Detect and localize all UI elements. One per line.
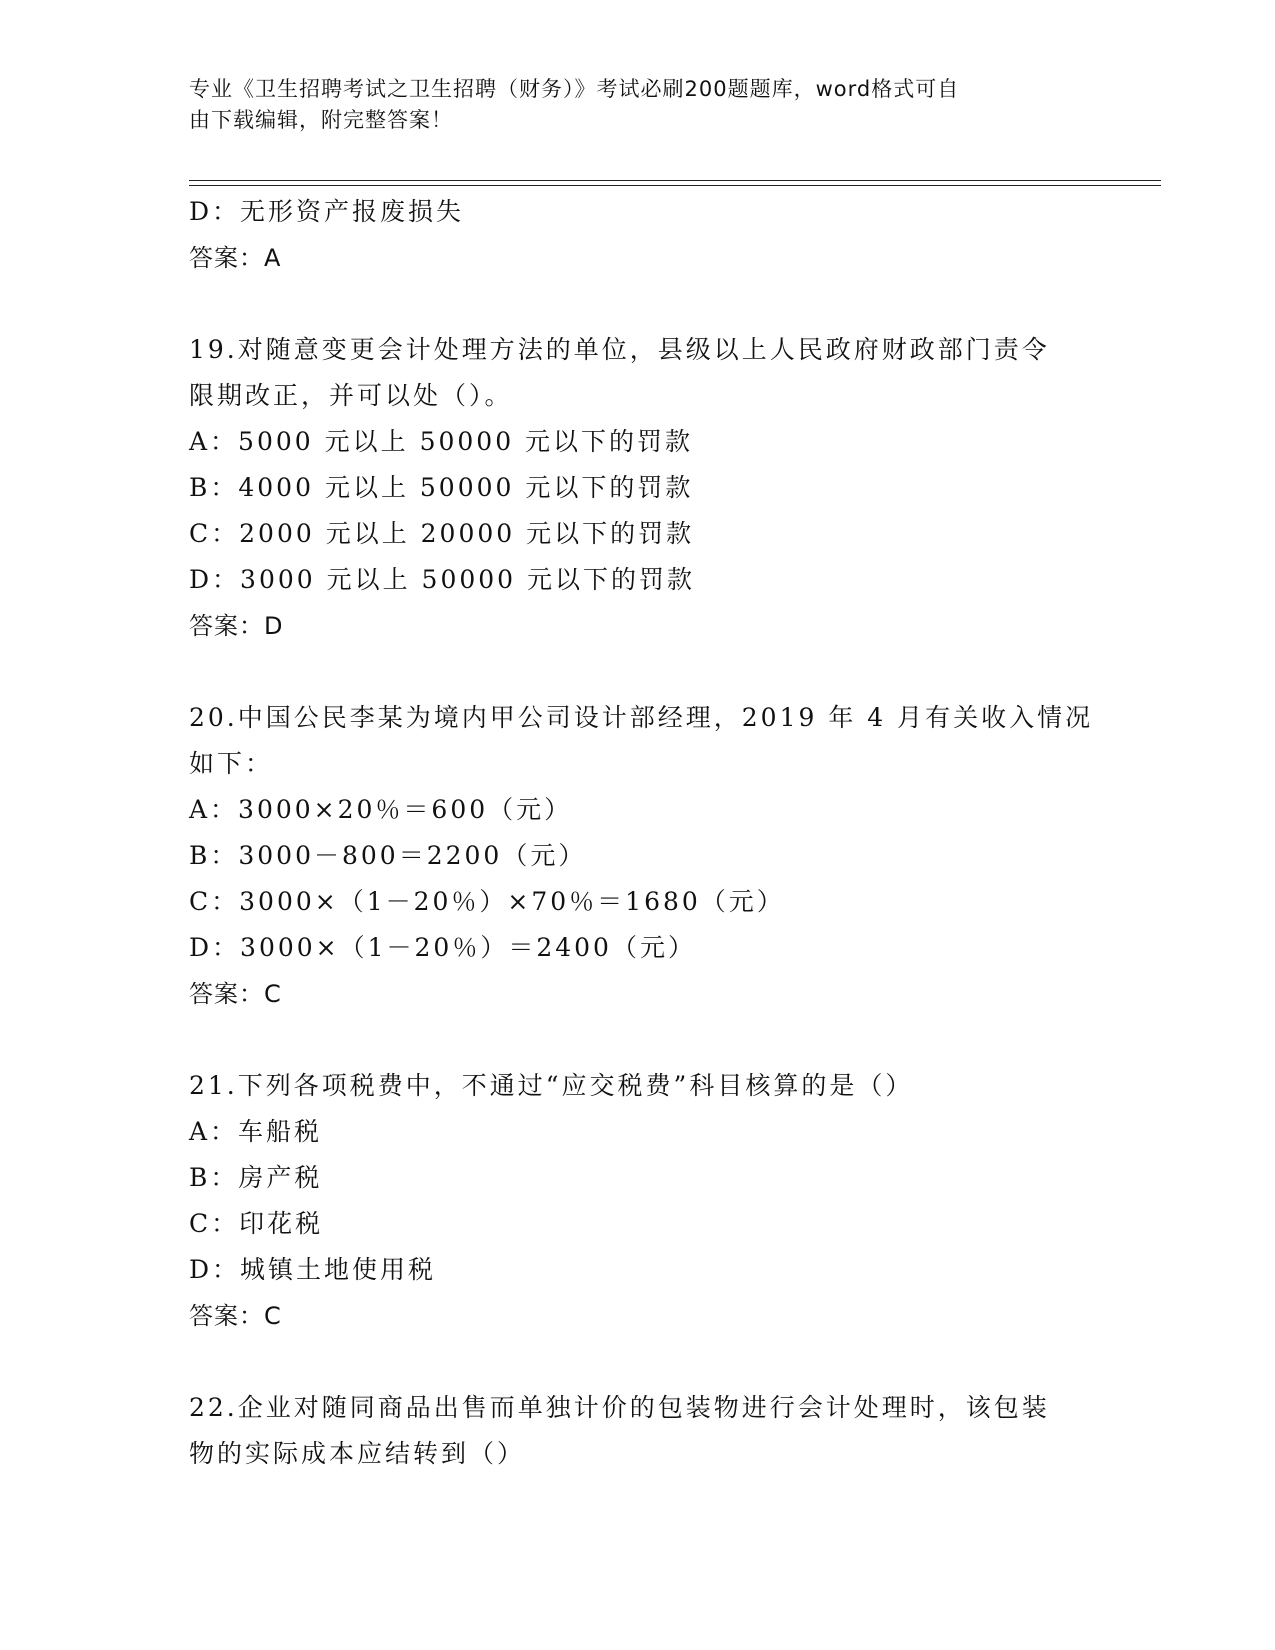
spacer <box>189 1017 1109 1063</box>
header-divider-bottom <box>189 185 1161 186</box>
option-d: D：城镇土地使用税 <box>189 1255 437 1284</box>
option-b: B：4000 元以上 50000 元以下的罚款 <box>189 473 694 502</box>
header-line-1: 专业《卫生招聘考试之卫生招聘（财务）》考试必刷200题题库，word格式可自 <box>189 77 960 101</box>
spacer <box>189 1339 1109 1385</box>
option-d: D：3000×（1－20％）＝2400（元） <box>189 933 696 962</box>
question-stem-continued: 物的实际成本应结转到（） <box>189 1439 526 1468</box>
header-line-2: 由下载编辑，附完整答案！ <box>189 108 453 132</box>
question-stem: 20.中国公民李某为境内甲公司设计部经理，2019 年 4 月有关收入情况 <box>189 703 1094 732</box>
question-21 <box>189 1063 1109 1339</box>
option-a: A：5000 元以上 50000 元以下的罚款 <box>189 427 694 456</box>
document-header <box>189 74 1089 136</box>
option-c: C：印花税 <box>189 1209 324 1238</box>
question-stem-continued: 限期改正，并可以处（）。 <box>189 381 513 410</box>
answer: 答案：C <box>189 980 282 1008</box>
option-d: D：无形资产报废损失 <box>189 197 465 226</box>
question-stem-continued: 如下： <box>189 749 274 778</box>
header-divider-top <box>189 180 1161 181</box>
document-body <box>189 189 1109 1477</box>
question-stem: 22.企业对随同商品出售而单独计价的包装物进行会计处理时，该包装 <box>189 1393 1050 1422</box>
option-b: B：3000－800＝2200（元） <box>189 841 587 870</box>
question-19 <box>189 327 1109 649</box>
answer: 答案：C <box>189 1302 282 1330</box>
answer: 答案：D <box>189 612 284 640</box>
spacer <box>189 649 1109 695</box>
option-c: C：3000×（1－20％）×70％＝1680（元） <box>189 887 785 916</box>
option-d: D：3000 元以上 50000 元以下的罚款 <box>189 565 696 594</box>
answer: 答案：A <box>189 244 282 272</box>
option-a: A：3000×20％＝600（元） <box>189 795 573 824</box>
option-b: B：房产税 <box>189 1163 323 1192</box>
option-c: C：2000 元以上 20000 元以下的罚款 <box>189 519 695 548</box>
question-stem: 19.对随意变更会计处理方法的单位，县级以上人民政府财政部门责令 <box>189 335 1050 364</box>
option-a: A：车船税 <box>189 1117 323 1146</box>
question-20 <box>189 695 1109 1017</box>
spacer <box>189 281 1109 327</box>
question-22 <box>189 1385 1109 1477</box>
question-stem: 21.下列各项税费中，不通过“应交税费”科目核算的是（） <box>189 1071 914 1100</box>
